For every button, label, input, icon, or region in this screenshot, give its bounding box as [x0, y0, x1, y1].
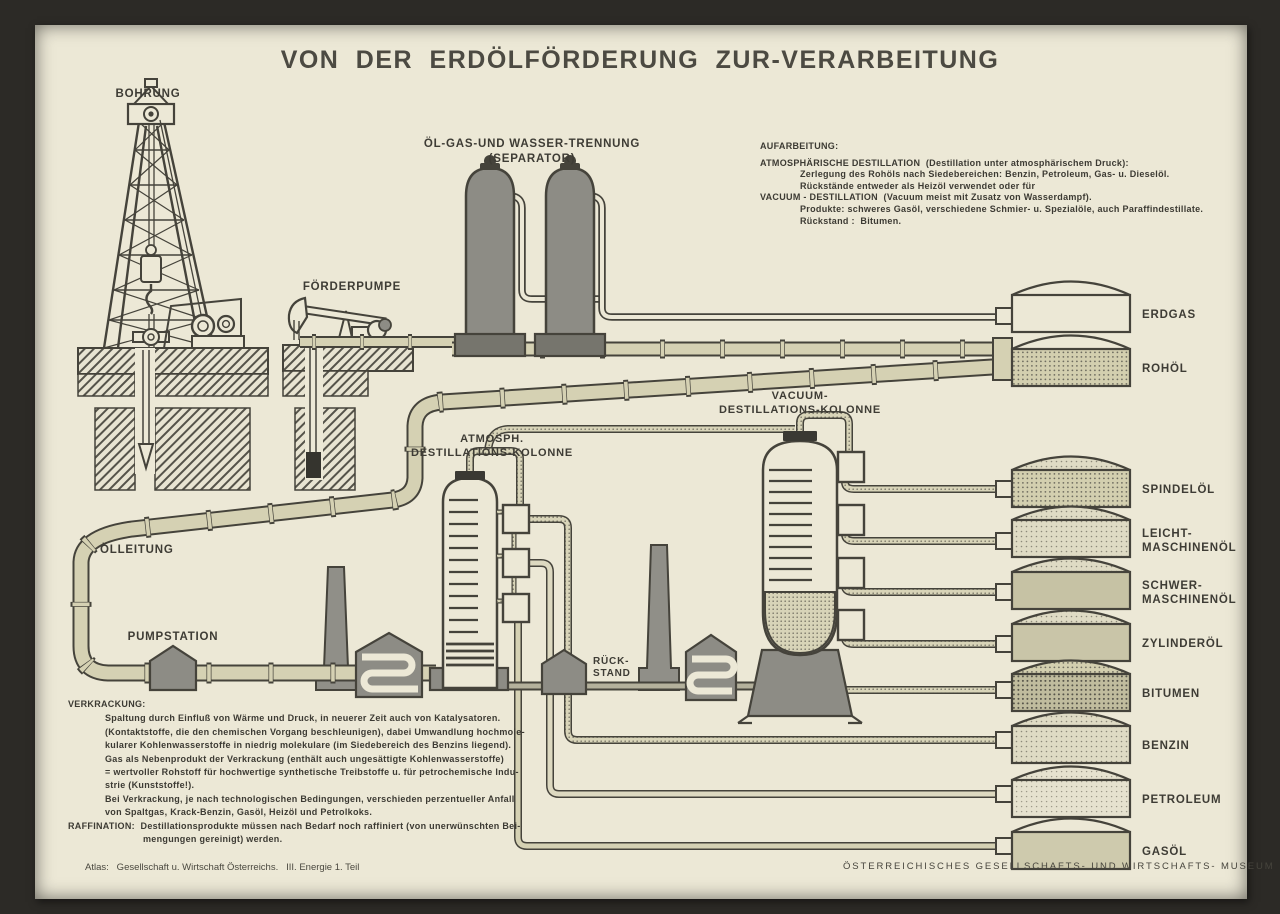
text-line: ATMOSPHÄRISCHE DESTILLATION (Destillation unter atmosphärischem Druck):: [760, 157, 1129, 168]
aufarbeitung-text-block: [760, 141, 1203, 227]
tank-spindeloel: [996, 457, 1215, 508]
separator-label-1: ÖL-GAS-UND WASSER-TRENNUNG: [423, 138, 641, 150]
tank-schwer-maschinenoel: [996, 559, 1236, 610]
bohrung-label: BOHRUNG: [115, 88, 181, 100]
raffination-text-block: [68, 820, 521, 847]
text-line: Produkte: schweres Gasöl, verschiedene Schmier- u. Spezialöle, auch Paraffindestillate.: [800, 203, 1204, 214]
tank-label: MASCHINENÖL: [1142, 594, 1237, 606]
foerderpumpe-label: FÖRDERPUMPE: [302, 281, 402, 293]
ground-under-derrick: [78, 348, 268, 490]
tank-label: ERDGAS: [1142, 309, 1197, 321]
vacuum-residue: [765, 592, 835, 653]
furnace-2: [686, 635, 736, 700]
text-line: mengungen gereinigt) werden.: [143, 834, 283, 845]
rueckstand-label-2: STAND: [593, 668, 631, 679]
tank-erdgas: [996, 282, 1196, 333]
tank-label: BITUMEN: [1142, 688, 1200, 700]
tank-benzin: [996, 713, 1190, 764]
separator-label-2: (SEPARATOR): [488, 153, 576, 165]
text-line: kularer Kohlenwasserstoffe in niedrig molekulare (im Siedebereich des Benzins liegend).: [105, 740, 512, 751]
text-line: Spaltung durch Einfluß von Wärme und Druck, in neuerer Zeit auch von Katalysatoren.: [105, 713, 501, 724]
tank-label: SPINDELÖL: [1142, 484, 1216, 496]
pump-plunger: [306, 452, 321, 478]
oelleitung-label: ÖLLEITUNG: [100, 544, 174, 556]
text-line: strie (Kunststoffe!).: [105, 780, 195, 791]
tank-leicht-maschinenoel: [996, 507, 1236, 558]
tank-label: BENZIN: [1142, 740, 1190, 752]
atmosph-label-2: DESTILLATIONS-KOLONNE: [410, 447, 574, 459]
pumpstation-tank: [150, 646, 196, 690]
tank-label: SCHWER-: [1142, 580, 1203, 592]
traveling-block: [146, 245, 156, 255]
verkrackung-heading: VERKRACKUNG:: [68, 699, 146, 709]
ground-under-pump: [283, 345, 413, 490]
tank-label: ZYLINDERÖL: [1142, 638, 1224, 650]
text-line: Bei Verkrackung, je nach technologischen Bedingungen, verschieden perzentueller Anfall: [105, 793, 515, 804]
tank-bitumen: [996, 661, 1200, 712]
text-line: von Spaltgas, Krack-Benzin, Gasöl, Heizöl und Petrolkoks.: [105, 807, 373, 818]
tank-label: ROHÖL: [1142, 363, 1188, 375]
text-line: (Kontaktstoffe, die den chemischen Vorgang beschleunigen), dabei Umwandlung hochmole-: [105, 726, 525, 737]
rueckstand-label-1: RÜCK-: [593, 656, 630, 667]
vacuum-label-2: DESTILLATIONS-KOLONNE: [718, 404, 882, 416]
horsehead: [289, 298, 307, 333]
text-line: Rückstände entweder als Heizöl verwendet oder für: [800, 180, 1036, 191]
tank-label: LEICHT-: [1142, 528, 1193, 540]
text-line: = wertvoller Rohstoff für hochwertige synthetische Treibstoffe u. für petrochemische Indu-: [105, 767, 519, 778]
atmosph-label-1: ATMOSPH.: [460, 433, 524, 445]
chimney-2: [639, 545, 679, 690]
furnace-1: [356, 633, 422, 697]
tank-label: MASCHINENÖL: [1142, 542, 1237, 554]
footer-museum-caption: ÖSTERREICHISCHES GESELLSCHAFTS- UND WIRTSCHAFTS- MUSEUM: [843, 861, 1275, 872]
text-line: VACUUM - DESTILLATION (Vacuum meist mit Zusatz von Wasserdampf).: [760, 192, 1092, 203]
verkrackung-text-block: [68, 698, 525, 820]
text-line: Zerlegung des Rohöls nach Siedebereichen: Benzin, Petroleum, Gas- u. Dieselöl.: [800, 169, 1170, 180]
tank-label: PETROLEUM: [1142, 794, 1222, 806]
tank-rohoel: [993, 336, 1188, 387]
vacuum-label-1: VACUUM-: [771, 390, 829, 402]
poster-title: VON DER ERDÖLFÖRDERUNG ZUR-VERARBEITUNG: [280, 46, 1000, 74]
vacuum-column: [738, 415, 864, 723]
surface-pipes: [300, 342, 1008, 349]
tank-label: GASÖL: [1142, 846, 1187, 858]
text-line: Rückstand : Bitumen.: [800, 215, 902, 226]
pumpstation-label: PUMPSTATION: [127, 631, 219, 643]
hook: [146, 284, 152, 314]
vacuum-product-pipes: [840, 478, 1010, 690]
text-line: Gas als Nebenprodukt der Verkrackung (enthält auch ungesättigte Kohlenwasserstoffe): [105, 753, 504, 764]
text-line: RAFFINATION: Destillationsprodukte müssen nach Bedarf noch raffiniert (von unerwünschten Bei-: [68, 821, 521, 831]
tank-zylinderoel: [996, 611, 1223, 662]
counterweight: [379, 319, 391, 331]
footer-atlas-caption: Atlas: Gesellschaft u. Wirtschaft Österreichs. III. Energie 1. Teil: [85, 862, 360, 873]
tank-petroleum: [996, 767, 1221, 818]
aufarbeitung-heading: AUFARBEITUNG:: [760, 141, 839, 151]
drilling-derrick-illustration: [104, 79, 244, 348]
